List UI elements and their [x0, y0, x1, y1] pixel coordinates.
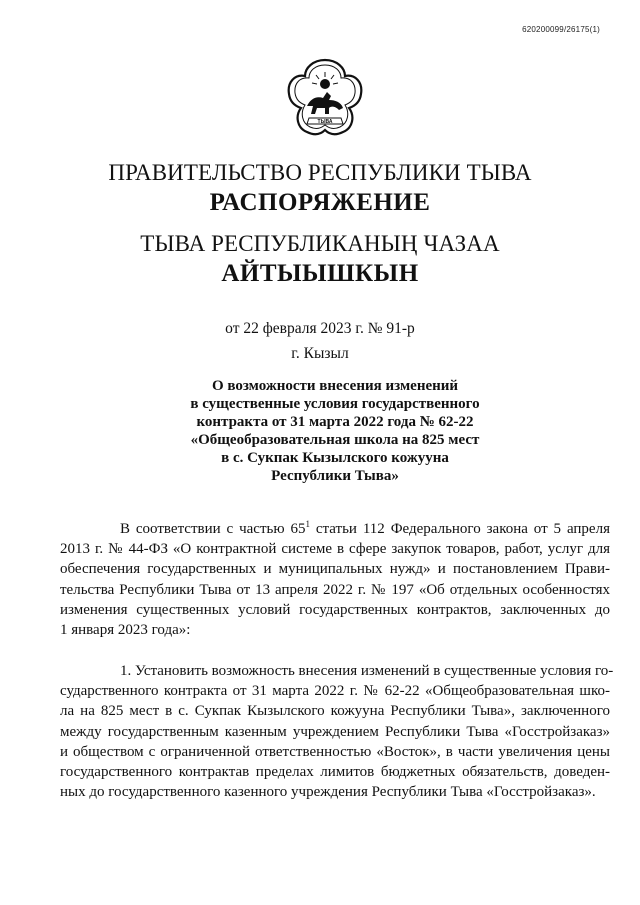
subject-line: «Общеобразовательная школа на 825 мест [190, 432, 480, 448]
document-date-number: от 22 февраля 2023 г. № 91-р [225, 320, 415, 337]
paragraph-line: обеспечения государственных и муниципальных нужд» и постановлением Прави- [60, 561, 610, 578]
subject-line: Республики Тыва» [271, 468, 399, 484]
paragraph-line: государственного контрактав пределах лимитов бюджетных обязательств, доведен- [60, 764, 610, 781]
paragraph-line: 1 января 2023 года»: [60, 622, 191, 639]
paragraph-line: между государственным казенным учреждением Республики Тыва «Госстройзаказ» [60, 723, 610, 740]
paragraph-text: статьи 112 Федерального закона от 5 апреля [309, 521, 610, 537]
paragraph-line: тельства Республики Тыва от 13 апреля 2022 г. № 197 «Об отдельных особенностях [60, 581, 610, 598]
subject-line: в существенные условия государственного [190, 396, 480, 412]
subject-line: контракта от 31 марта 2022 года № 62-22 [196, 414, 474, 430]
order-title-tyva: АЙТЫЫШКЫН [221, 260, 419, 287]
document-id: 620200099/26175(1) [522, 25, 600, 34]
paragraph-line: и обществом с ограниченной ответственностью «Восток», в части увеличения цены [60, 743, 610, 760]
paragraph-line: 1. Установить возможность внесения изменений в существенные условия го- [120, 663, 614, 679]
government-title-tyva: ТЫВА РЕСПУБЛИКАНЫҢ ЧАЗАА [140, 231, 500, 256]
government-title: ПРАВИТЕЛЬСТВО РЕСПУБЛИКИ ТЫВА [108, 160, 532, 185]
preamble-paragraph [60, 519, 610, 640]
paragraph-text: В соответствии с частью 65 [120, 521, 306, 537]
clause-1-paragraph [60, 661, 614, 802]
order-title: РАСПОРЯЖЕНИЕ [209, 189, 431, 216]
paragraph-line [60, 519, 610, 539]
paragraph-line: 2013 г. № 44-ФЗ «О контрактной системе в сфере закупок товаров, работ, услуг для [60, 541, 610, 558]
tuva-coat-of-arms-icon [285, 56, 365, 144]
paragraph-line: сударственного контракта от 31 марта 2022 г. № 62-22 «Общеобразовательная шко- [60, 683, 610, 700]
subject-line: О возможности внесения изменений [211, 378, 459, 394]
paragraph-line: ла на 825 мест в с. Сукпак Кызылского кожууна Республики Тыва», заключенного [60, 703, 610, 720]
svg-text:ТЫВА: ТЫВА [317, 119, 333, 125]
paragraph-line: изменения существенных условий государственных контрактов, заключенных до [60, 601, 610, 618]
superscript: 1 [305, 519, 310, 529]
document-subject [0, 377, 640, 485]
paragraph-line: ных до государственного казенного учреждения Республики Тыва «Госстройзаказ». [60, 784, 596, 801]
subject-line: в с. Сукпак Кызылского кожууна [221, 450, 449, 466]
document-city: г. Кызыл [291, 345, 349, 362]
